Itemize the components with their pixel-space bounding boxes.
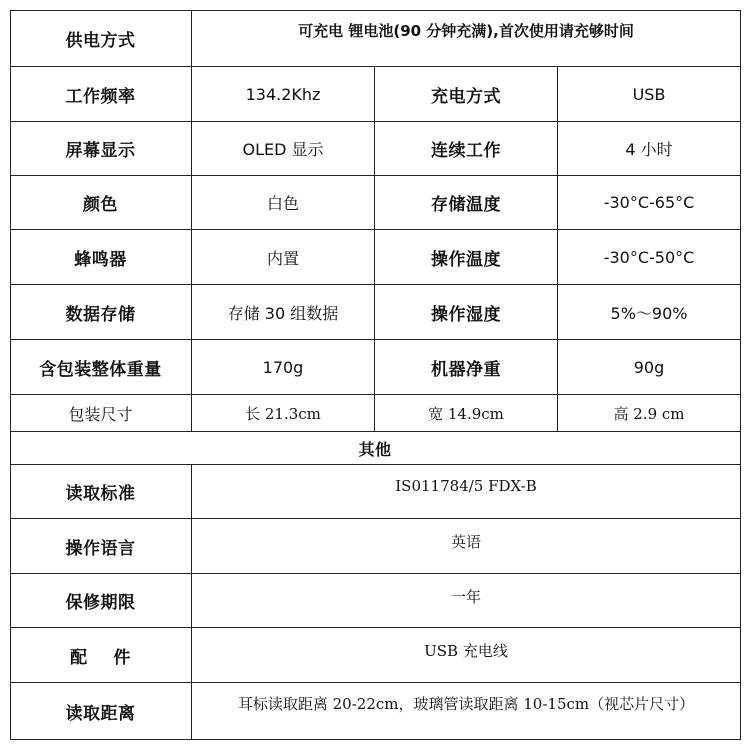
label-buzzer: 蜂鸣器 [10, 230, 192, 285]
label-warranty: 保修期限 [10, 574, 192, 628]
label-data-storage: 数据存储 [10, 285, 192, 340]
value-frequency: 134.2Khz [192, 67, 375, 122]
value-screen: OLED 显示 [192, 122, 375, 176]
label-language: 操作语言 [10, 519, 192, 574]
value-package-length: 长 21.3cm [192, 395, 375, 432]
label-package-size: 包装尺寸 [10, 395, 192, 432]
label-color: 颜色 [10, 176, 192, 230]
value-accessories: USB 充电线 [192, 628, 741, 683]
value-language: 英语 [192, 519, 741, 574]
label-operating-humidity: 操作湿度 [375, 285, 558, 340]
value-buzzer: 内置 [192, 230, 375, 285]
value-warranty: 一年 [192, 574, 741, 628]
value-operating-temp: -30°C-50°C [558, 230, 741, 285]
value-storage-temp: -30°C-65°C [558, 176, 741, 230]
value-package-weight: 170g [192, 340, 375, 395]
label-read-distance: 读取距离 [10, 683, 192, 740]
label-storage-temp: 存储温度 [375, 176, 558, 230]
value-charging-method: USB [558, 67, 741, 122]
value-read-standard: IS011784/5 FDX-B [192, 465, 741, 519]
value-data-storage: 存储 30 组数据 [192, 285, 375, 340]
value-continuous-work: 4 小时 [558, 122, 741, 176]
label-power-supply: 供电方式 [10, 10, 192, 67]
label-package-weight: 含包装整体重量 [10, 340, 192, 395]
value-operating-humidity: 5%～90% [558, 285, 741, 340]
value-package-width: 宽 14.9cm [375, 395, 558, 432]
value-power-supply: 可充电 锂电池(90 分钟充满),首次使用请充够时间 [192, 10, 741, 67]
label-net-weight: 机器净重 [375, 340, 558, 395]
section-header-other: 其他 [10, 432, 741, 465]
spec-table [10, 10, 741, 740]
label-charging-method: 充电方式 [375, 67, 558, 122]
value-color: 白色 [192, 176, 375, 230]
label-continuous-work: 连续工作 [375, 122, 558, 176]
label-screen: 屏幕显示 [10, 122, 192, 176]
label-accessories: 配 件 [10, 628, 192, 683]
label-operating-temp: 操作温度 [375, 230, 558, 285]
value-read-distance: 耳标读取距离 20-22cm，玻璃管读取距离 10-15cm（视芯片尺寸） [192, 683, 741, 740]
label-frequency: 工作频率 [10, 67, 192, 122]
value-net-weight: 90g [558, 340, 741, 395]
label-read-standard: 读取标准 [10, 465, 192, 519]
value-package-height: 高 2.9 cm [558, 395, 741, 432]
